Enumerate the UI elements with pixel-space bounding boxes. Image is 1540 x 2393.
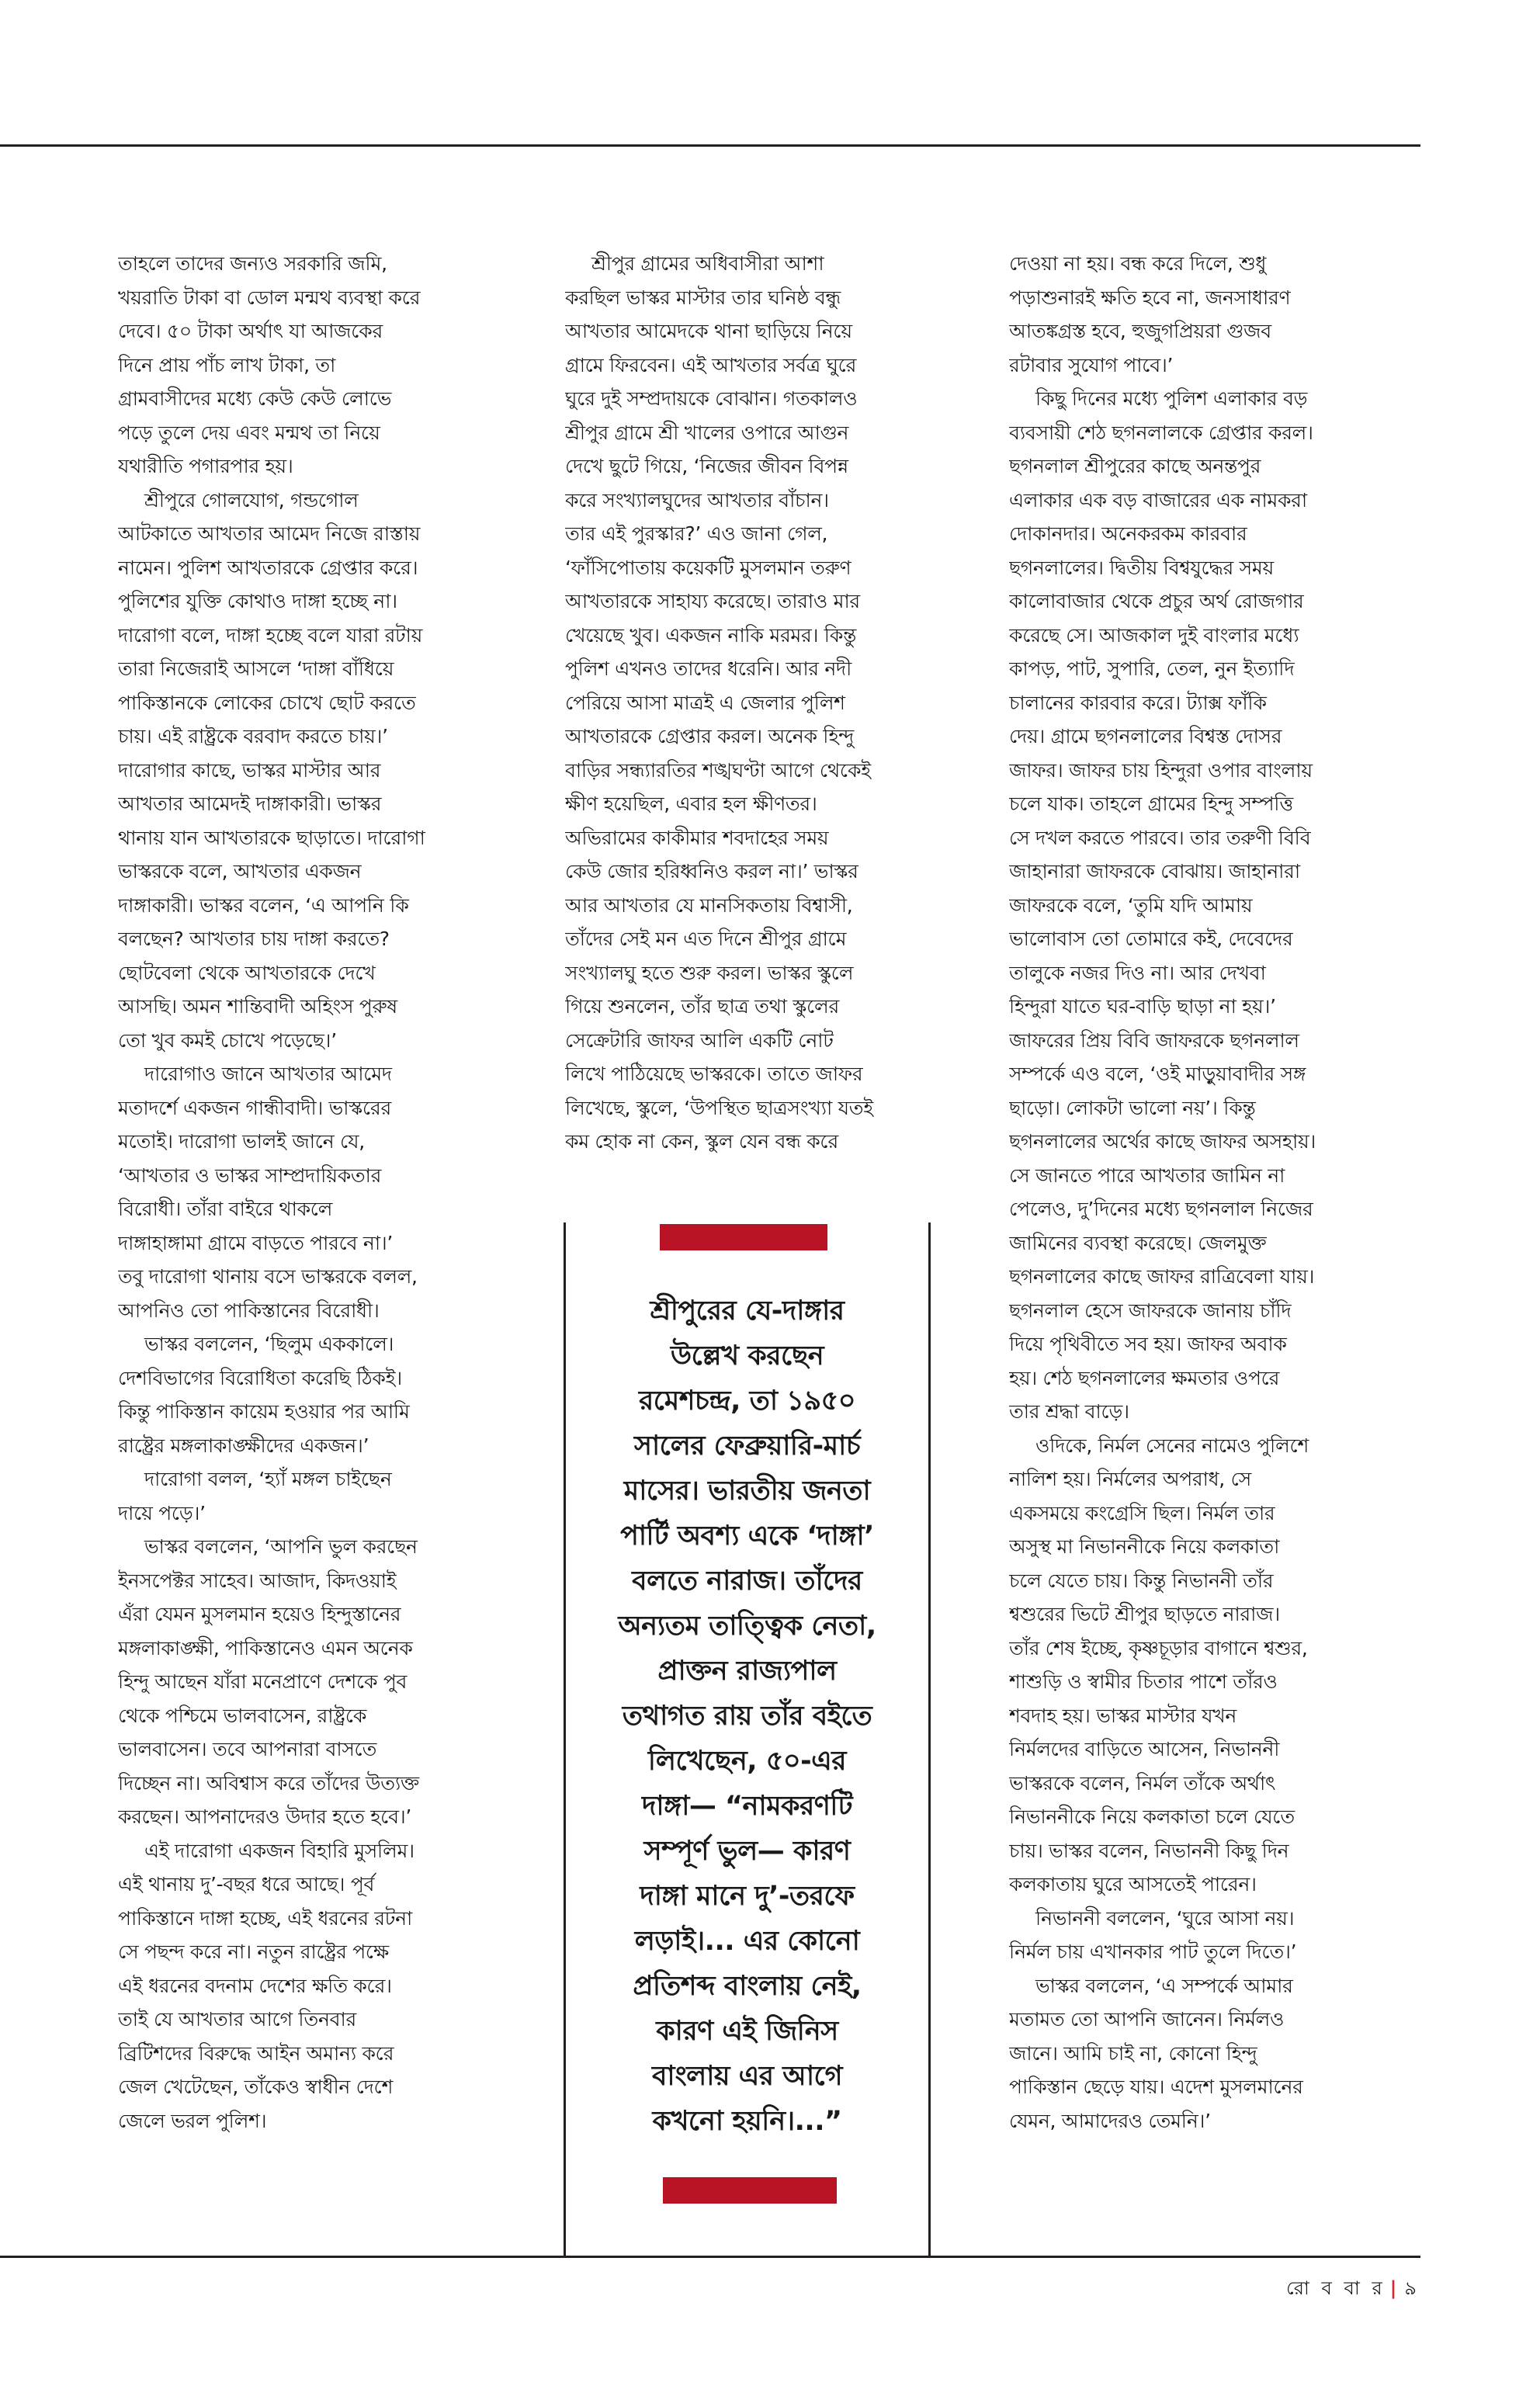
text-line: চালানের কারবার করে। ট্যাক্স ফাঁকি bbox=[1009, 691, 1267, 714]
text-line: বাড়ির সন্ধ্যারতির শঙ্খঘণ্টা আগে থেকেই bbox=[565, 758, 871, 782]
text-line: বিরোধী। তাঁরা বাইরে থাকলে bbox=[118, 1198, 333, 1220]
text-line: করে সংখ্যালঘুদের আখতার বাঁচান। bbox=[565, 488, 829, 512]
text-line: তার শ্রদ্ধা বাড়ে। bbox=[1009, 1400, 1129, 1423]
text-line: তবু দারোগা থানায় বসে ভাস্করকে বলল, bbox=[118, 1265, 418, 1288]
text-line: এলাকার এক বড় বাজারের এক নামকরা bbox=[1009, 488, 1307, 512]
text-line: চলে যাক। তাহলে গ্রামের হিন্দু সম্পত্তি bbox=[1009, 792, 1294, 815]
text-line: গ্রামবাসীদের মধ্যে কেউ কেউ লোভে bbox=[118, 387, 392, 410]
text-line: দোকানদার। অনেকরকম কারবার bbox=[1009, 522, 1247, 545]
pull-quote bbox=[566, 1288, 928, 2144]
text-line: করছিল ভাস্কর মাস্টার তার ঘনিষ্ঠ বন্ধু bbox=[565, 286, 841, 309]
text-line: ভাস্কর বললেন, ‘ছিলুম এককালে। bbox=[144, 1333, 394, 1355]
text-line: আটকাতে আখতার আমেদ নিজে রাস্তায় bbox=[118, 522, 421, 545]
text-line: আখতারকে সাহায্য করেছে। তারাও মার bbox=[565, 590, 860, 612]
pull-quote-line: মাসের। ভারতীয় জনতা bbox=[623, 1476, 871, 1507]
text-line: ছগনলালের অর্থের কাছে জাফর অসহায়। bbox=[1009, 1130, 1316, 1153]
text-line: খয়রাতি টাকা বা ডোল মন্মথ ব্যবস্থা করে bbox=[118, 286, 421, 309]
text-line: পেলেও, দু’দিনের মধ্যে ছগনলাল নিজের bbox=[1009, 1198, 1313, 1220]
text-line: কম হোক না কেন, স্কুল যেন বন্ধ করে bbox=[565, 1130, 838, 1153]
text-line: কাপড়, পাট, সুপারি, তেল, নুন ইত্যাদি bbox=[1009, 657, 1295, 680]
pull-quote-line: শ্রীপুরের যে-দাঙ্গার bbox=[650, 1295, 845, 1327]
text-line: চায়। ভাস্কর বলেন, নিভাননী কিছু দিন bbox=[1009, 1839, 1289, 1862]
text-line: যথারীতি পগারপার হয়। bbox=[118, 455, 293, 477]
text-line: ইনসপেক্টর সাহেব। আজাদ, কিদওয়াই bbox=[118, 1569, 397, 1592]
text-line: ভালবাসেন। তবে আপনারা বাসতে bbox=[118, 1738, 377, 1760]
text-line: ‘আখতার ও ভাস্কর সাম্প্রদায়িকতার bbox=[118, 1164, 382, 1187]
text-line: এঁরা যেমন মুসলমান হয়েও হিন্দুস্তানের bbox=[118, 1603, 401, 1625]
text-line: করেছে সে। আজকাল দুই বাংলার মধ্যে bbox=[1009, 623, 1299, 647]
text-line: জেলে ভরল পুলিশ। bbox=[118, 2109, 267, 2132]
text-line: দেখে ছুটে গিয়ে, ‘নিজের জীবন বিপন্ন bbox=[565, 455, 848, 477]
article-column-2 bbox=[565, 247, 916, 1159]
text-line: অভিরামের কাকীমার শবদাহের সময় bbox=[565, 826, 829, 849]
pull-quote-line: দাঙ্গা— “নামকরণটি bbox=[641, 1791, 853, 1822]
text-line: দিয়ে পৃথিবীতে সব হয়। জাফর অবাক bbox=[1009, 1333, 1287, 1355]
pull-quote-line: পার্টি অবশ্য একে ‘দাঙ্গা’ bbox=[620, 1521, 874, 1552]
text-line: আতঙ্কগ্রস্ত হবে, হুজুগপ্রিয়রা গুজব bbox=[1009, 320, 1271, 342]
pull-quote-line: লিখেছেন, ৫০-এর bbox=[647, 1746, 847, 1777]
text-line: নালিশ হয়। নির্মলের অপরাধ, সে bbox=[1009, 1468, 1251, 1490]
text-line: জানে। আমি চাই না, কোনো হিন্দু bbox=[1009, 2041, 1257, 2065]
text-line: দেওয়া না হয়। বন্ধ করে দিলে, শুধু bbox=[1009, 252, 1267, 275]
pull-quote-line: সালের ফেব্রুয়ারি-মার্চ bbox=[633, 1431, 861, 1462]
bottom-rule bbox=[0, 2256, 1420, 2258]
text-line: দাঙ্গাহাঙ্গামা গ্রামে বাড়তে পারবে না।’ bbox=[118, 1231, 394, 1254]
pull-quote-line: বলতে নারাজ। তাঁদের bbox=[632, 1566, 862, 1597]
text-line: ছোটবেলা থেকে আখতারকে দেখে bbox=[118, 961, 376, 984]
text-line: ক্ষীণ হয়েছিল, এবার হল ক্ষীণতর। bbox=[565, 792, 817, 815]
text-line: সে দখল করতে পারবে। তার তরুণী বিবি bbox=[1009, 826, 1311, 849]
page-number: ৯ bbox=[1404, 2277, 1420, 2299]
text-line: পেরিয়ে আসা মাত্রই এ জেলার পুলিশ bbox=[565, 691, 845, 714]
text-line: আখতার আমেদকে থানা ছাড়িয়ে নিয়ে bbox=[565, 320, 852, 342]
text-line: সেক্রেটারি জাফর আলি একটি নোট bbox=[565, 1028, 834, 1052]
text-line: তাই যে আখতার আগে তিনবার bbox=[118, 2008, 356, 2031]
text-line: নির্মলদের বাড়িতে আসেন, নিভাননী bbox=[1009, 1738, 1280, 1760]
text-line: মঙ্গলাকাঙ্ক্ষী, পাকিস্তানেও এমন অনেক bbox=[118, 1636, 413, 1659]
text-line: ব্রিটিশদের বিরুদ্ধে আইন অমান্য করে bbox=[118, 2041, 394, 2065]
text-line: পড়ে তুলে দেয় এবং মন্মথ তা নিয়ে bbox=[118, 421, 380, 444]
text-line: বলছেন? আখতার চায় দাঙ্গা করতে? bbox=[118, 928, 390, 950]
text-line: একসময়ে কংগ্রেসি ছিল। নির্মল তার bbox=[1009, 1501, 1275, 1524]
text-line: শ্রীপুর গ্রামে শ্রী খালের ওপারে আগুন bbox=[565, 421, 849, 444]
folio-separator: | bbox=[1389, 2277, 1400, 2299]
text-line: পাকিস্তান ছেড়ে যায়। এদেশ মুসলমানের bbox=[1009, 2076, 1303, 2098]
text-line: জাফরের প্রিয় বিবি জাফরকে ছগনলাল bbox=[1009, 1028, 1299, 1052]
text-line: তাঁদের সেই মন এত দিনে শ্রীপুর গ্রামে bbox=[565, 928, 847, 950]
text-line: নামেন। পুলিশ আখতারকে গ্রেপ্তার করে। bbox=[118, 556, 418, 579]
text-line: দিচ্ছেন না। অবিশ্বাস করে তাঁদের উত্যক্ত bbox=[118, 1771, 419, 1795]
text-line: চায়। এই রাষ্ট্রকে বরবাদ করতে চায়।’ bbox=[118, 725, 388, 747]
pull-quote-line: অন্যতম তাত্ত্বিক নেতা, bbox=[618, 1611, 876, 1642]
pull-quote-accent-bar-bottom bbox=[663, 2177, 837, 2204]
text-line: দাঙ্গাকারী। ভাস্কর বলেন, ‘এ আপনি কি bbox=[118, 893, 409, 917]
publication-name: রো ব বা র bbox=[1285, 2277, 1386, 2299]
text-line: এই থানায় দু’-বছর ধরে আছে। পূর্ব bbox=[118, 1873, 375, 1895]
text-line: ছগনলালের কাছে জাফর রাত্রিবেলা যায়। bbox=[1009, 1265, 1315, 1288]
text-line: ‘ফাঁসিপোতায় কয়েকটি মুসলমান তরুণ bbox=[565, 556, 852, 579]
text-line: আপনিও তো পাকিস্তানের বিরোধী। bbox=[118, 1299, 380, 1322]
text-line: জাহানারা জাফরকে বোঝায়। জাহানারা bbox=[1009, 860, 1300, 883]
text-line: শাশুড়ি ও স্বামীর চিতার পাশে তাঁরও bbox=[1009, 1670, 1278, 1693]
pull-quote-line: প্রতিশব্দ বাংলায় নেই, bbox=[633, 1971, 862, 2002]
pull-quote-line: উল্লেখ করছেন bbox=[670, 1340, 824, 1372]
text-line: যেমন, আমাদেরও তেমনি।’ bbox=[1009, 2109, 1211, 2132]
text-line: এই দারোগা একজন বিহারি মুসলিম। bbox=[144, 1839, 414, 1862]
text-line: হিন্দু আছেন যাঁরা মনেপ্রাণে দেশকে পুব bbox=[118, 1670, 408, 1693]
text-line: হিন্দুরা যাতে ঘর-বাড়ি ছাড়া না হয়।’ bbox=[1009, 995, 1276, 1018]
text-line: ওদিকে, নির্মল সেনের নামেও পুলিশে bbox=[1035, 1434, 1309, 1457]
text-line: পুলিশ এখনও তাদের ধরেনি। আর নদী bbox=[565, 657, 852, 680]
text-line: দারোগাও জানে আখতার আমেদ bbox=[144, 1063, 392, 1085]
text-line: নির্মল চায় এখানকার পাট তুলে দিতে।’ bbox=[1009, 1940, 1297, 1963]
page-folio bbox=[1286, 2274, 1420, 2305]
pull-quote-line: সম্পূর্ণ ভুল— কারণ bbox=[643, 1836, 851, 1867]
text-line: সে পছন্দ করে না। নতুন রাষ্ট্রের পক্ষে bbox=[118, 1940, 389, 1963]
text-line: ব্যবসায়ী শেঠ ছগনলালকে গ্রেপ্তার করল। bbox=[1009, 421, 1313, 444]
text-line: ভাস্কর বললেন, ‘আপনি ভুল করছেন bbox=[144, 1535, 418, 1558]
pull-quote-line: প্রাক্তন রাজ্যপাল bbox=[657, 1656, 837, 1687]
text-line: চলে যেতে চায়। কিন্তু নিভাননী তাঁর bbox=[1009, 1569, 1274, 1592]
article-column-1 bbox=[118, 247, 469, 2138]
text-line: ভাস্কর বললেন, ‘এ সম্পর্কে আমার bbox=[1035, 1974, 1293, 1997]
text-line: দারোগা বলল, ‘হ্যাঁ মঙ্গল চাইছেন bbox=[144, 1468, 392, 1490]
text-line: দেশবিভাগের বিরোধিতা করেছি ঠিকই। bbox=[118, 1366, 402, 1389]
text-line: নিভাননী বললেন, ‘ঘুরে আসা নয়। bbox=[1035, 1906, 1295, 1930]
text-line: এই ধরনের বদনাম দেশের ক্ষতি করে। bbox=[118, 1974, 392, 1997]
text-line: ঘুরে দুই সম্প্রদায়কে বোঝান। গতকালও bbox=[565, 387, 858, 410]
text-line: শ্রীপুরে গোলযোগ, গন্ডগোল bbox=[144, 488, 359, 512]
text-line: লিখেছে, স্কুলে, ‘উপস্থিত ছাত্রসংখ্যা যতই bbox=[565, 1096, 873, 1119]
text-line: সম্পর্কে এও বলে, ‘ওই মাড়ুয়াবাদীর সঙ্গ bbox=[1009, 1063, 1306, 1085]
article-column-3 bbox=[1009, 247, 1382, 2138]
text-line: থেকে পশ্চিমে ভালবাসেন, রাষ্ট্রকে bbox=[118, 1704, 367, 1727]
text-line: তার এই পুরস্কার?’ এও জানা গেল, bbox=[565, 522, 828, 545]
text-line: দিনে প্রায় পাঁচ লাখ টাকা, তা bbox=[118, 353, 336, 376]
text-line: ভালোবাস তো তোমারে কই, দেবেদের bbox=[1009, 928, 1293, 950]
pull-quote-accent-bar-top bbox=[660, 1224, 827, 1250]
text-line: তো খুব কমই চোখে পড়েছে।’ bbox=[118, 1028, 337, 1052]
text-line: শবদাহ হয়। ভাস্কর মাস্টার যখন bbox=[1009, 1704, 1237, 1727]
text-line: দারোগার কাছে, ভাস্কর মাস্টার আর bbox=[118, 758, 381, 782]
text-line: তাহলে তাদের জন্যও সরকারি জমি, bbox=[118, 252, 387, 275]
text-line: কিন্তু পাকিস্তান কায়েম হওয়ার পর আমি bbox=[118, 1400, 410, 1423]
text-line: জামিনের ব্যবস্থা করেছে। জেলমুক্ত bbox=[1009, 1231, 1267, 1254]
text-line: দেবে। ৫০ টাকা অর্থাৎ যা আজকের bbox=[118, 320, 383, 342]
text-line: গিয়ে শুনলেন, তাঁর ছাত্র তথা স্কুলের bbox=[565, 995, 839, 1018]
text-line: মতাদর্শে একজন গান্ধীবাদী। ভাস্করের bbox=[118, 1096, 391, 1119]
text-line: মতোই। দারোগা ভালই জানে যে, bbox=[118, 1130, 365, 1153]
text-line: কলকাতায় ঘুরে আসতেই পারেন। bbox=[1009, 1873, 1257, 1895]
text-line: অসুস্থ মা নিভাননীকে নিয়ে কলকাতা bbox=[1009, 1535, 1280, 1558]
pull-quote-line: তথাগত রায় তাঁর বইতে bbox=[622, 1701, 872, 1732]
text-line: ছাড়ো। লোকটা ভালো নয়’। কিন্তু bbox=[1009, 1096, 1256, 1119]
text-line: করছেন। আপনাদেরও উদার হতে হবে।’ bbox=[118, 1805, 412, 1828]
pull-quote-line: কারণ এই জিনিস bbox=[656, 2016, 838, 2047]
text-line: খেয়েছে খুব। একজন নাকি মরমর। কিন্তু bbox=[565, 623, 857, 647]
text-line: জেল খেটেছেন, তাঁকেও স্বাধীন দেশে bbox=[118, 2076, 394, 2098]
text-line: পড়াশুনারই ক্ষতি হবে না, জনসাধারণ bbox=[1009, 286, 1291, 309]
text-line: শ্রীপুর গ্রামের অধিবাসীরা আশা bbox=[591, 252, 824, 275]
text-line: দারোগা বলে, দাঙ্গা হচ্ছে বলে যারা রটায় bbox=[118, 623, 423, 647]
text-line: সে জানতে পারে আখতার জামিন না bbox=[1009, 1164, 1285, 1187]
top-rule bbox=[0, 144, 1420, 147]
text-line: পুলিশের যুক্তি কোথাও দাঙ্গা হচ্ছে না। bbox=[118, 590, 397, 612]
text-line: আখতার আমেদই দাঙ্গাকারী। ভাস্কর bbox=[118, 792, 382, 815]
text-line: ছগনলাল হেসে জাফরকে জানায় চাঁদি bbox=[1009, 1299, 1292, 1322]
pull-quote-line: লড়াই।... এর কোনো bbox=[634, 1926, 860, 1957]
text-line: হয়। শেঠ ছগনলালের ক্ষমতার ওপরে bbox=[1009, 1366, 1280, 1389]
pull-quote-line: কখনো হয়নি।...” bbox=[652, 2106, 842, 2137]
text-line: লিখে পাঠিয়েছে ভাস্করকে। তাতে জাফর bbox=[565, 1063, 863, 1085]
text-line: পাকিস্তানকে লোকের চোখে ছোট করতে bbox=[118, 691, 416, 714]
text-line: আখতারকে গ্রেপ্তার করল। অনেক হিন্দু bbox=[565, 725, 855, 747]
text-line: তারা নিজেরাই আসলে ‘দাঙ্গা বাঁধিয়ে bbox=[118, 657, 394, 680]
text-line: পাকিস্তানে দাঙ্গা হচ্ছে, এই ধরনের রটনা bbox=[118, 1906, 412, 1930]
pull-quote-line: বাংলায় এর আগে bbox=[651, 2061, 843, 2092]
pull-quote-line: দাঙ্গা মানে দু’-তরফে bbox=[640, 1881, 855, 1912]
text-line: জাফরকে বলে, ‘তুমি যদি আমায় bbox=[1009, 893, 1253, 917]
text-line: ছগনলালের। দ্বিতীয় বিশ্বযুদ্ধের সময় bbox=[1009, 556, 1274, 579]
text-line: ছগনলাল শ্রীপুরের কাছে অনন্তপুর bbox=[1009, 455, 1261, 477]
text-line: কেউ জোর হরিধ্বনিও করল না।’ ভাস্কর bbox=[565, 860, 858, 883]
text-line: ভাস্করকে বলেন, নির্মল তাঁকে অর্থাৎ bbox=[1009, 1771, 1275, 1795]
text-line: কালোবাজার থেকে প্রচুর অর্থ রোজগার bbox=[1009, 590, 1304, 612]
text-line: রাষ্ট্রের মঙ্গলাকাঙ্ক্ষীদের একজন।’ bbox=[118, 1434, 369, 1457]
text-line: মতামত তো আপনি জানেন। নির্মলও bbox=[1009, 2008, 1285, 2031]
text-line: গ্রামে ফিরবেন। এই আখতার সর্বত্র ঘুরে bbox=[565, 353, 857, 376]
text-line: থানায় যান আখতারকে ছাড়াতে। দারোগা bbox=[118, 826, 425, 849]
text-line: শ্বশুরের ভিটে শ্রীপুর ছাড়তে নারাজ। bbox=[1009, 1603, 1280, 1625]
text-line: দায়ে পড়ে।’ bbox=[118, 1501, 206, 1524]
pull-quote-border-right bbox=[928, 1223, 931, 2258]
text-line: তালুকে নজর দিও না। আর দেখবা bbox=[1009, 961, 1266, 984]
pull-quote-line: রমেশচন্দ্র, তা ১৯৫০ bbox=[638, 1386, 856, 1417]
text-line: কিছু দিনের মধ্যে পুলিশ এলাকার বড় bbox=[1035, 387, 1308, 410]
text-line: দেয়। গ্রামে ছগনলালের বিশ্বস্ত দোসর bbox=[1009, 725, 1282, 747]
text-line: ভাস্করকে বলে, আখতার একজন bbox=[118, 860, 362, 883]
text-line: আসছি। অমন শান্তিবাদী অহিংস পুরুষ bbox=[118, 995, 397, 1018]
text-line: জাফর। জাফর চায় হিন্দুরা ওপার বাংলায় bbox=[1009, 758, 1313, 782]
text-line: তাঁর শেষ ইচ্ছে, কৃষ্ণচূড়ার বাগানে শ্বশুর, bbox=[1009, 1636, 1308, 1659]
text-line: রটাবার সুযোগ পাবে।’ bbox=[1009, 353, 1174, 376]
text-line: আর আখতার যে মানসিকতায় বিশ্বাসী, bbox=[565, 893, 853, 917]
text-line: সংখ্যালঘু হতে শুরু করল। ভাস্কর স্কুলে bbox=[565, 961, 854, 984]
text-line: নিভাননীকে নিয়ে কলকাতা চলে যেতে bbox=[1009, 1805, 1295, 1828]
